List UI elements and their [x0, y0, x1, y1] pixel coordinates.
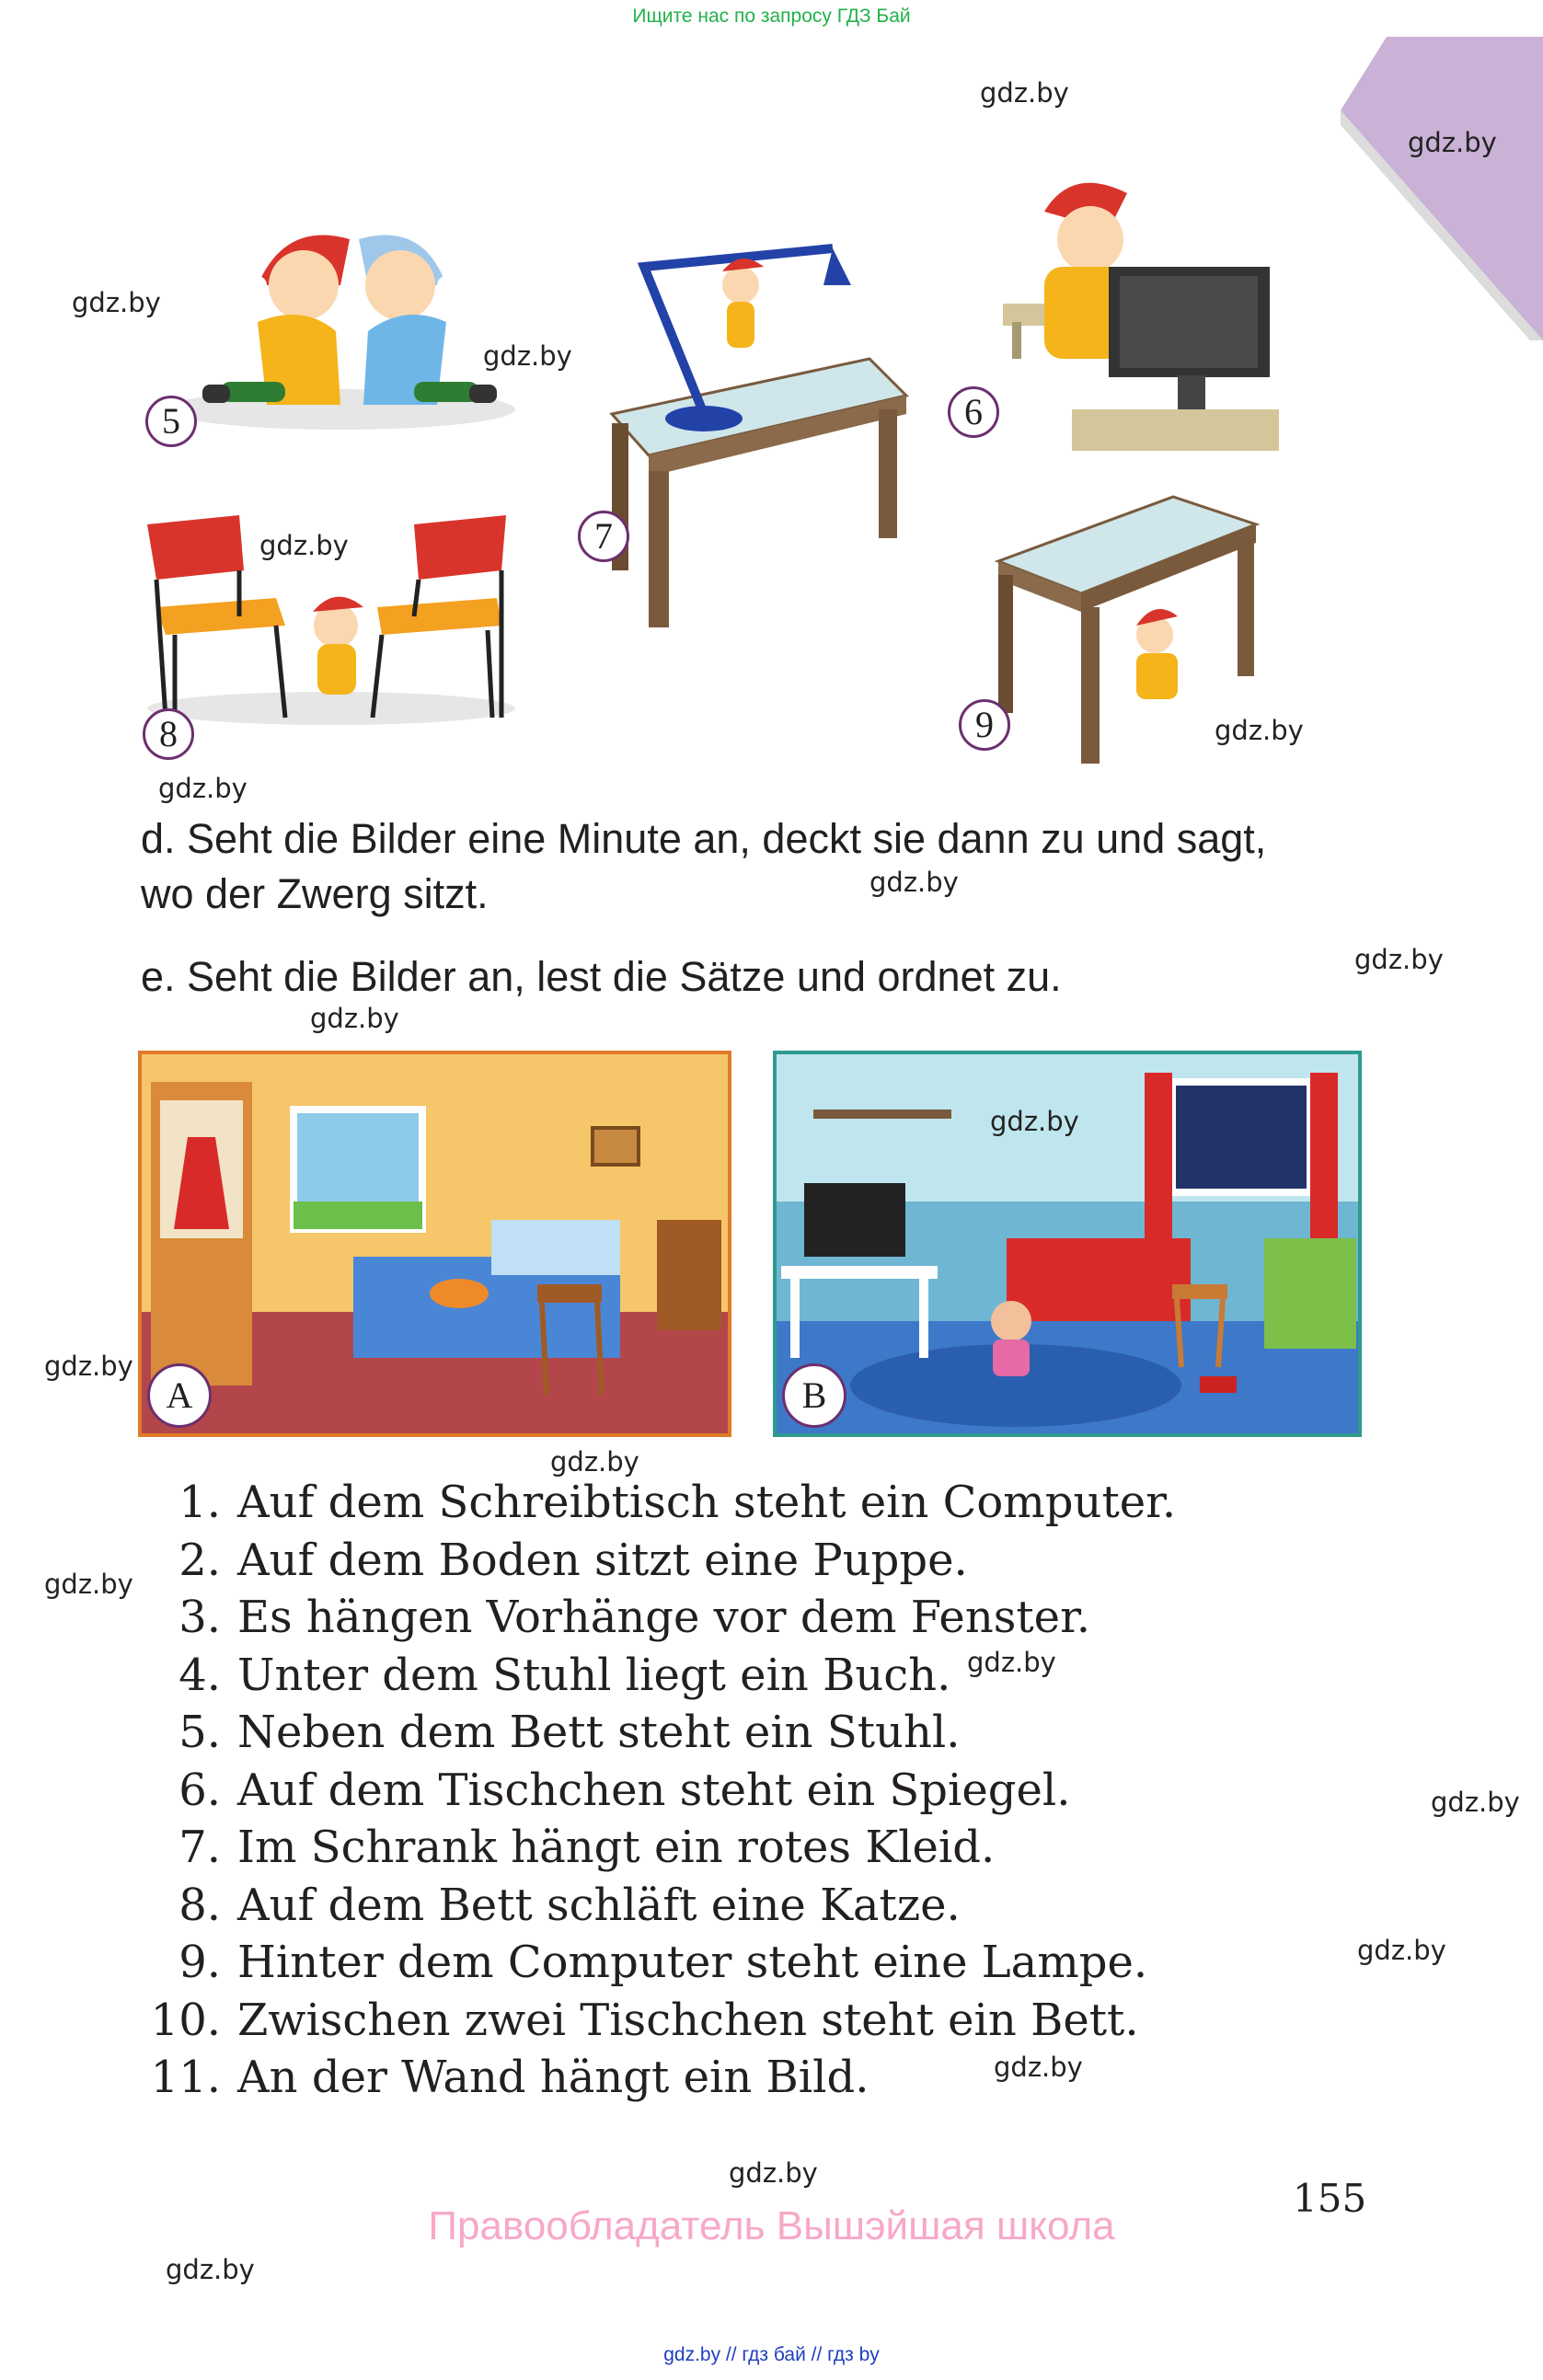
watermark: gdz.by [1408, 127, 1497, 158]
watermark: gdz.by [44, 1569, 133, 1600]
list-item: 4. Unter dem Stuhl liegt ein Buch. [178, 1649, 951, 1701]
watermark: gdz.by [44, 1351, 133, 1382]
watermark: gdz.by [166, 2254, 255, 2285]
picture-dwarf-on-monitor [989, 156, 1302, 460]
list-item: 10. Zwischen zwei Tischchen steht ein Bett. [150, 1994, 1139, 2046]
watermark: gdz.by [259, 530, 349, 561]
room-letter-b: B [782, 1363, 846, 1428]
room-letter-a: A [147, 1363, 212, 1428]
bedroom-a-illustration [142, 1054, 731, 1435]
list-item: 6. Auf dem Tischchen steht ein Spiegel. [178, 1764, 1071, 1816]
watermark: gdz.by [980, 77, 1069, 109]
corner-tab-decoration [1341, 37, 1543, 340]
watermark: gdz.by [1354, 944, 1444, 975]
list-item: 8. Auf dem Bett schläft eine Katze. [178, 1879, 961, 1931]
watermark: gdz.by [310, 1003, 399, 1034]
picture-number-9: 9 [959, 699, 1010, 751]
watermark: gdz.by [990, 1106, 1079, 1137]
picture-number-7: 7 [578, 511, 629, 562]
list-item: 7. Im Schrank hängt ein rotes Kleid. [178, 1822, 996, 1873]
watermark: gdz.by [994, 2052, 1083, 2083]
picture-number-6: 6 [948, 386, 999, 438]
picture-dwarf-on-lamp [557, 230, 943, 635]
copyright-notice: Правообладатель Вышэйшая школа [428, 2203, 1115, 2248]
watermark: gdz.by [1431, 1787, 1520, 1818]
list-item: 11. An der Wand hängt ein Bild. [150, 2052, 869, 2103]
watermark: gdz.by [967, 1647, 1056, 1678]
promo-banner: Ищите нас по запросу ГДЗ Бай [632, 6, 911, 27]
list-item: 2. Auf dem Boden sitzt eine Puppe. [178, 1534, 968, 1586]
task-e: e. Seht die Bilder an, lest die Sätze und ordnet zu. [141, 953, 1062, 1000]
list-item: 5. Neben dem Bett steht ein Stuhl. [178, 1707, 961, 1758]
watermark: gdz.by [483, 340, 572, 372]
watermark: gdz.by [729, 2157, 818, 2189]
list-item: 9. Hinter dem Computer steht eine Lampe. [178, 1937, 1148, 1988]
picture-number-8: 8 [143, 708, 194, 760]
list-item: 3. Es hängen Vorhänge vor dem Fenster. [178, 1592, 1090, 1643]
page-number: 155 [1293, 2176, 1367, 2221]
watermark: gdz.by [550, 1446, 639, 1477]
task-d-line-2: wo der Zwerg sitzt. [141, 870, 489, 917]
list-item: 1. Auf dem Schreibtisch steht ein Computer. [178, 1477, 1177, 1528]
watermark: gdz.by [869, 867, 959, 898]
footer-links: gdz.by // гдз бай // гдз by [663, 2344, 880, 2365]
watermark: gdz.by [158, 773, 248, 804]
sentence-list [138, 1474, 1176, 2107]
room-picture-a [138, 1051, 731, 1437]
task-d-line-1: d. Seht die Bilder eine Minute an, deckt sie dann zu und sagt, [141, 815, 1267, 862]
watermark: gdz.by [72, 287, 161, 318]
picture-number-5: 5 [145, 396, 197, 447]
watermark: gdz.by [1357, 1935, 1446, 1966]
watermark: gdz.by [1215, 715, 1304, 746]
